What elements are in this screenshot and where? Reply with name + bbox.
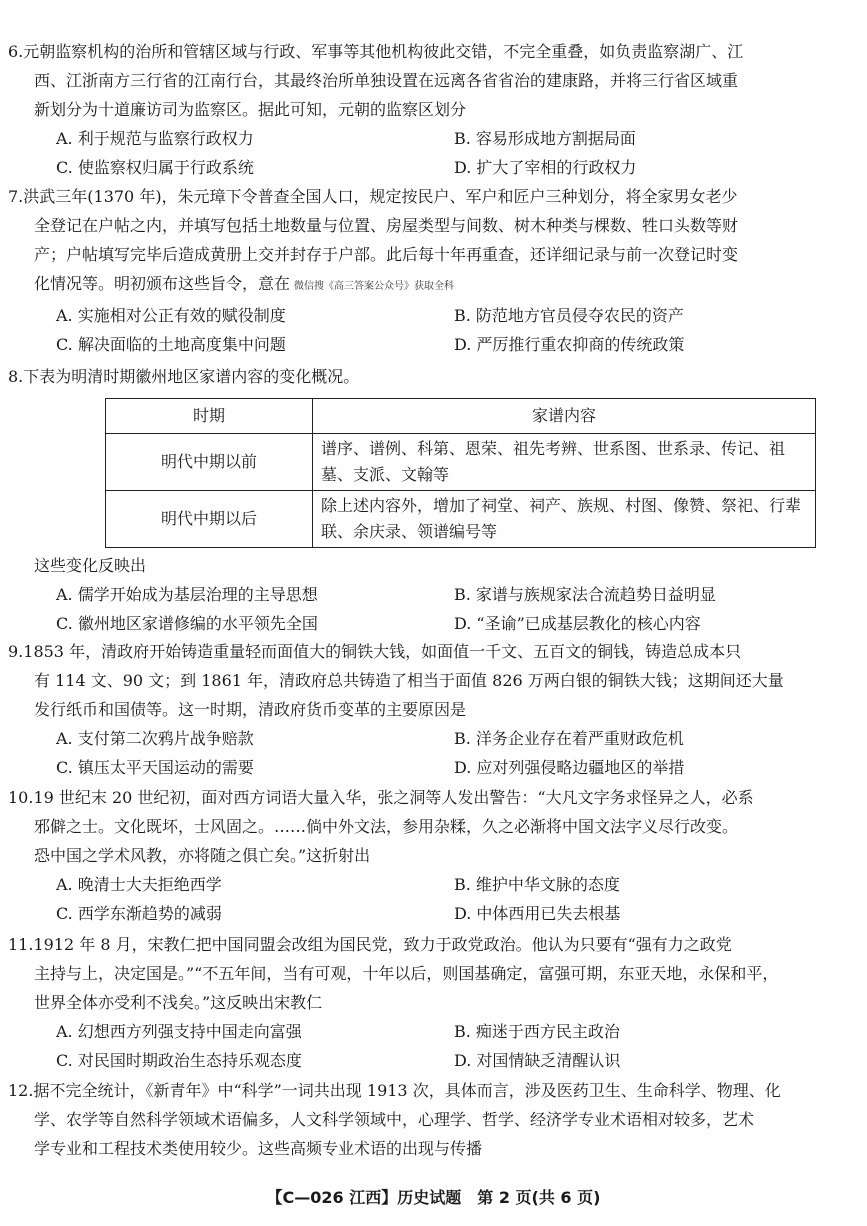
q10-options: [8, 870, 840, 928]
q7-option-b[interactable]: B. 防范地方官员侵夺农民的资产: [454, 306, 684, 325]
q12-line-1: 12.据不完全统计，《新青年》中“科学”一词共出现 1913 次，具体而言，涉及医药卫生、生命科学、物理、化: [8, 1081, 781, 1100]
q9-line-1: 9.1853 年，清政府开始铸造重量轻而面值大的铜铁大钱，如面值一千文、五百文的铜钱，铸造总成本只: [8, 642, 742, 661]
q6-line-3: 新划分为十道廉访司为监察区。据此可知，元朝的监察区划分: [34, 100, 467, 119]
table-header-content: 家谱内容: [313, 399, 816, 434]
q8-option-d[interactable]: D. “圣谕”已成基层教化的核心内容: [454, 614, 701, 633]
q10-option-b[interactable]: B. 维护中华文脉的态度: [454, 875, 620, 894]
q11-options: [8, 1017, 840, 1075]
q7-options: [8, 301, 840, 359]
q8-option-a[interactable]: A. 儒学开始成为基层治理的主导思想: [56, 585, 318, 604]
q10-option-c[interactable]: C. 西学东渐趋势的减弱: [56, 904, 222, 923]
table-header-period: 时期: [106, 399, 313, 434]
q11-option-c[interactable]: C. 对民国时期政治生态持乐观态度: [56, 1051, 302, 1070]
question-7: [8, 182, 840, 359]
q7-line-4: [8, 269, 840, 301]
question-12: [8, 1076, 840, 1163]
q11-option-a[interactable]: A. 幻想西方列强支持中国走向富强: [56, 1022, 302, 1041]
q7-option-c[interactable]: C. 解决面临的土地高度集中问题: [56, 335, 286, 354]
q8-option-b[interactable]: B. 家谱与族规家法合流趋势日益明显: [454, 585, 716, 604]
q9-option-c[interactable]: C. 镇压太平天国运动的需要: [56, 758, 254, 777]
q11-line-3: 世界全体亦受利不浅矣。”这反映出宋教仁: [34, 993, 323, 1012]
q6-option-b[interactable]: B. 容易形成地方割据局面: [454, 129, 636, 148]
q10-line-3: 恐中国之学术风教，亦将随之俱亡矣。”这折射出: [34, 846, 371, 865]
q10-option-d[interactable]: D. 中体西用已失去根基: [454, 904, 621, 923]
q8-stem: 8.下表为明清时期徽州地区家谱内容的变化概况。: [8, 367, 360, 386]
q12-line-2: 学、农学等自然科学领域术语偏多，人文科学领域中，心理学、哲学、经济学专业术语相对较多，艺术: [34, 1110, 755, 1129]
q6-options: [8, 124, 840, 182]
table-header-row: [106, 399, 816, 434]
table-cell-period: 明代中期以后: [106, 491, 313, 548]
q6-line-2: 西、江浙南方三行省的江南行台，其最终治所单独设置在远离各省省治的建康路，并将三行省区域重: [34, 71, 739, 90]
q6-option-d[interactable]: D. 扩大了宰相的行政权力: [454, 158, 637, 177]
q10-line-2: 邪僻之士。文化既坏，士风固之。……倘中外文法，参用杂糅，久之必渐将中国文法字义尽行改变。: [34, 817, 739, 836]
q8-options: [8, 580, 840, 638]
table-row: [106, 491, 816, 548]
q11-line-1: 11.1912 年 8 月，宋教仁把中国同盟会改组为国民党，致力于政党政治。他认为只要有“强有力之政党: [8, 935, 732, 954]
q6-line-1: 6.元朝监察机构的治所和管辖区域与行政、军事等其他机构彼此交错，不完全重叠，如负责监察湖广、江: [8, 42, 744, 61]
q9-option-b[interactable]: B. 洋务企业存在着严重财政危机: [454, 729, 684, 748]
page-footer: 【C—026 江西】历史试题 第 2 页(共 6 页): [266, 1188, 601, 1207]
q11-option-b[interactable]: B. 痴迷于西方民主政治: [454, 1022, 620, 1041]
question-8-stem: [8, 362, 840, 391]
q11-option-d[interactable]: D. 对国情缺乏清醒认识: [454, 1051, 621, 1070]
table-cell-content: 除上述内容外，增加了祠堂、祠产、族规、村图、像赞、祭祀、行辈联、余庆录、领谱编号等: [313, 491, 816, 548]
table-row: [106, 434, 816, 491]
q10-line-1: 10.19 世纪末 20 世纪初，面对西方词语大量入华，张之洞等人发出警告：“大凡文字务求怪异之人，必系: [8, 788, 754, 807]
watermark-note: 微信搜《高三答案公众号》获取全科: [294, 281, 455, 292]
q6-option-a[interactable]: A. 利于规范与监察行政权力: [56, 129, 254, 148]
q7-option-a[interactable]: A. 实施相对公正有效的赋役制度: [56, 306, 286, 325]
q9-options: [8, 724, 840, 782]
genealogy-table: [105, 398, 816, 548]
q7-line-1: 7.洪武三年(1370 年)，朱元璋下令普查全国人口，规定按民户、军户和匠户三种划分，将全家男女老少: [8, 187, 738, 206]
q7-line-4-text: 化情况等。明初颁布这些旨令，意在: [34, 274, 291, 293]
q7-option-d[interactable]: D. 严厉推行重农抑商的传统政策: [454, 335, 685, 354]
question-10: [8, 783, 840, 928]
question-6: [8, 37, 840, 182]
q6-option-c[interactable]: C. 使监察权归属于行政系统: [56, 158, 254, 177]
q10-option-a[interactable]: A. 晚清士大夫拒绝西学: [56, 875, 222, 894]
q8-after: 这些变化反映出: [34, 556, 147, 575]
question-8-options-block: [8, 551, 840, 638]
table-cell-period: 明代中期以前: [106, 434, 313, 491]
q8-option-c[interactable]: C. 徽州地区家谱修编的水平领先全国: [56, 614, 318, 633]
q7-line-3: 产；户帖填写完毕后造成黄册上交并封存于户部。此后每十年再重查，还详细记录与前一次登记时变: [34, 245, 739, 264]
table-cell-content: 谱序、谱例、科第、恩荣、祖先考辨、世系图、世系录、传记、祖墓、支派、文翰等: [313, 434, 816, 491]
q7-line-2: 全登记在户帖之内，并填写包括土地数量与位置、房屋类型与间数、树木种类与棵数、牲口头数等财: [34, 216, 739, 235]
q12-line-3: 学专业和工程技术类使用较少。这些高频专业术语的出现与传播: [34, 1139, 483, 1158]
q9-line-3: 发行纸币和国债等。这一时期，清政府货币变革的主要原因是: [34, 700, 467, 719]
q9-option-d[interactable]: D. 应对列强侵略边疆地区的举措: [454, 758, 685, 777]
q9-line-2: 有 114 文、90 文；到 1861 年，清政府总共铸造了相当于面值 826 万两白银的铜铁大钱；这期间还大量: [34, 671, 784, 690]
question-11: [8, 930, 840, 1075]
q9-option-a[interactable]: A. 支付第二次鸦片战争赔款: [56, 729, 254, 748]
q11-line-2: 主持与上，决定国是。”“不五年间，当有可观，十年以后，则国基确定，富强可期，东亚天地，永保和平，: [34, 964, 779, 983]
question-9: [8, 637, 840, 782]
